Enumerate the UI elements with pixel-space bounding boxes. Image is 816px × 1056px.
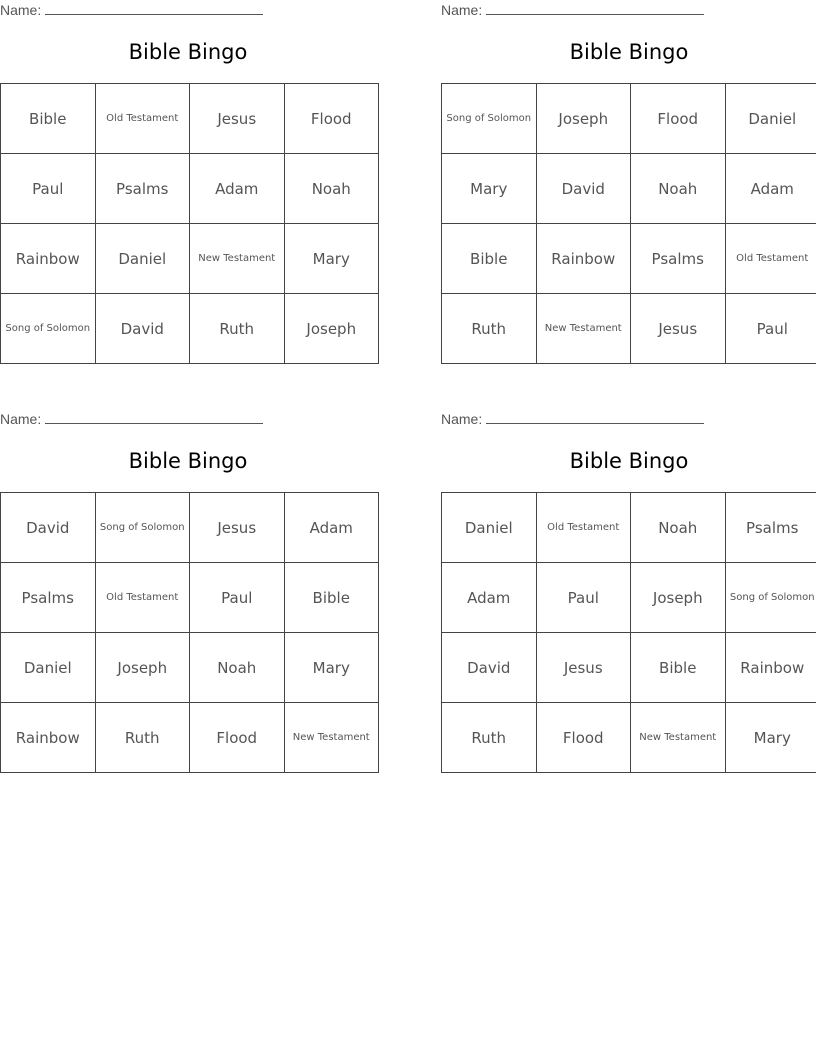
card-title: Bible Bingo	[569, 449, 689, 473]
bingo-cell[interactable]: Joseph	[95, 633, 190, 703]
bingo-cell[interactable]: Psalms	[95, 154, 190, 224]
bingo-cell[interactable]: Joseph	[284, 294, 379, 364]
bingo-cell[interactable]: Adam	[284, 493, 379, 563]
bingo-cell[interactable]: Ruth	[190, 294, 285, 364]
bingo-cell[interactable]: Noah	[284, 154, 379, 224]
bingo-cell[interactable]: David	[442, 633, 537, 703]
bingo-cell[interactable]: Ruth	[442, 703, 537, 773]
name-label: Name:	[441, 2, 483, 18]
bingo-cell[interactable]: Daniel	[1, 633, 96, 703]
bingo-cell[interactable]: Jesus	[190, 84, 285, 154]
bingo-cell[interactable]: Old Testament	[725, 224, 816, 294]
bingo-grid	[0, 492, 379, 773]
bingo-cell[interactable]: Mary	[442, 154, 537, 224]
bingo-cell[interactable]: Joseph	[536, 84, 631, 154]
bingo-cell[interactable]: Song of Solomon	[1, 294, 96, 364]
bingo-cell[interactable]: Daniel	[725, 84, 816, 154]
bingo-cell[interactable]: Old Testament	[95, 84, 190, 154]
bingo-cell[interactable]: Psalms	[725, 493, 816, 563]
bingo-cell[interactable]: Ruth	[95, 703, 190, 773]
bingo-grid	[441, 492, 816, 773]
bingo-cell[interactable]: Old Testament	[95, 563, 190, 633]
bingo-cell[interactable]: Daniel	[95, 224, 190, 294]
card-title: Bible Bingo	[128, 449, 248, 473]
bingo-cell[interactable]: Noah	[631, 493, 726, 563]
bingo-cell[interactable]: Ruth	[442, 294, 537, 364]
bingo-cell[interactable]: Flood	[631, 84, 726, 154]
bingo-cell[interactable]: Song of Solomon	[725, 563, 816, 633]
name-field[interactable]	[441, 411, 704, 427]
bingo-cell[interactable]: Bible	[631, 633, 726, 703]
name-label: Name:	[0, 2, 42, 18]
bingo-cell[interactable]: Adam	[190, 154, 285, 224]
bingo-cell[interactable]: Song of Solomon	[95, 493, 190, 563]
bingo-cell[interactable]: David	[1, 493, 96, 563]
card-title: Bible Bingo	[569, 40, 689, 64]
name-label: Name:	[441, 411, 483, 427]
bingo-cell[interactable]: Paul	[725, 294, 816, 364]
bingo-cell[interactable]: Jesus	[631, 294, 726, 364]
bingo-cell[interactable]: Paul	[536, 563, 631, 633]
name-field[interactable]	[441, 2, 704, 18]
bingo-cell[interactable]: Mary	[284, 224, 379, 294]
bingo-cell[interactable]: Old Testament	[536, 493, 631, 563]
bingo-cell[interactable]: Jesus	[190, 493, 285, 563]
bingo-cell[interactable]: Bible	[1, 84, 96, 154]
name-blank-line	[486, 412, 704, 424]
name-label: Name:	[0, 411, 42, 427]
bingo-cell[interactable]: Daniel	[442, 493, 537, 563]
bingo-cell[interactable]: Song of Solomon	[442, 84, 537, 154]
bingo-cell[interactable]: Psalms	[1, 563, 96, 633]
bingo-cell[interactable]: Paul	[1, 154, 96, 224]
bingo-cell[interactable]: New Testament	[631, 703, 726, 773]
card-title: Bible Bingo	[128, 40, 248, 64]
bingo-cell[interactable]: Mary	[284, 633, 379, 703]
name-blank-line	[486, 3, 704, 15]
bingo-cell[interactable]: Rainbow	[1, 703, 96, 773]
name-field[interactable]	[0, 411, 263, 427]
bingo-cell[interactable]: Adam	[442, 563, 537, 633]
bingo-grid	[441, 83, 816, 364]
bingo-cell[interactable]: Joseph	[631, 563, 726, 633]
name-blank-line	[45, 3, 263, 15]
bingo-cell[interactable]: David	[95, 294, 190, 364]
bingo-cell[interactable]: David	[536, 154, 631, 224]
bingo-cell[interactable]: Mary	[725, 703, 816, 773]
bingo-cell[interactable]: Rainbow	[725, 633, 816, 703]
bingo-grid	[0, 83, 379, 364]
name-field[interactable]	[0, 2, 263, 18]
bingo-cell[interactable]: Flood	[536, 703, 631, 773]
bingo-cell[interactable]: New Testament	[284, 703, 379, 773]
bingo-cell[interactable]: Jesus	[536, 633, 631, 703]
bingo-cell[interactable]: Paul	[190, 563, 285, 633]
bingo-cell[interactable]: Adam	[725, 154, 816, 224]
bingo-cell[interactable]: Psalms	[631, 224, 726, 294]
bingo-cell[interactable]: New Testament	[536, 294, 631, 364]
bingo-cell[interactable]: Rainbow	[1, 224, 96, 294]
bingo-cell[interactable]: Flood	[284, 84, 379, 154]
bingo-cell[interactable]: Noah	[631, 154, 726, 224]
bingo-cell[interactable]: New Testament	[190, 224, 285, 294]
bingo-cell[interactable]: Bible	[284, 563, 379, 633]
name-blank-line	[45, 412, 263, 424]
bingo-cell[interactable]: Noah	[190, 633, 285, 703]
bingo-cell[interactable]: Rainbow	[536, 224, 631, 294]
bingo-cell[interactable]: Bible	[442, 224, 537, 294]
bingo-cell[interactable]: Flood	[190, 703, 285, 773]
